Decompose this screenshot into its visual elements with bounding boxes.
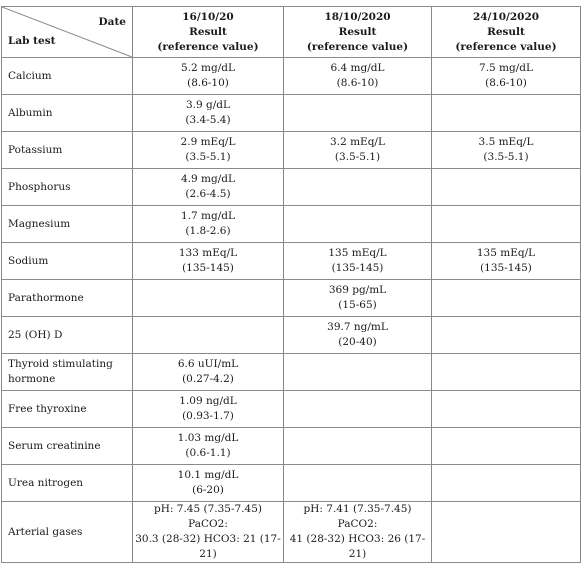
result-value: pH: 7.45 (7.35-7.45) PaCO2: bbox=[154, 503, 262, 530]
table-row bbox=[2, 354, 581, 391]
table-row bbox=[2, 95, 581, 132]
lab-test-name: Sodium bbox=[8, 254, 49, 267]
result-cell-date-2 bbox=[284, 58, 432, 95]
result-cell-date-1 bbox=[133, 317, 284, 354]
table-row bbox=[2, 502, 581, 563]
column-date: 16/10/20 bbox=[182, 10, 234, 23]
result-value: 5.2 mg/dL bbox=[181, 62, 235, 74]
lab-test-name: Parathormone bbox=[8, 291, 84, 304]
table-row bbox=[2, 391, 581, 428]
reference-range: (135-145) bbox=[331, 262, 384, 274]
result-value: 6.4 mg/dL bbox=[330, 62, 385, 74]
table-row bbox=[2, 132, 581, 169]
result-value: 1.09 ng/dL bbox=[179, 395, 237, 407]
lab-test-name-cell bbox=[2, 354, 133, 391]
lab-results-table bbox=[1, 6, 581, 563]
lab-test-name: Magnesium bbox=[8, 217, 71, 230]
lab-test-name-cell bbox=[2, 243, 133, 280]
result-cell-date-1 bbox=[133, 428, 284, 465]
result-cell-date-3 bbox=[432, 95, 581, 132]
result-cell-date-2 bbox=[284, 169, 432, 206]
result-value: 1.03 mg/dL bbox=[177, 432, 239, 444]
lab-test-name: Arterial gases bbox=[8, 525, 83, 538]
reference-range: (15-65) bbox=[338, 299, 377, 311]
result-value: 3.5 mEq/L bbox=[478, 136, 534, 148]
result-value: 6.6 uUI/mL bbox=[177, 358, 239, 370]
lab-test-name: Serum creatinine bbox=[8, 439, 101, 452]
result-cell-date-2 bbox=[284, 428, 432, 465]
result-cell-date-3 bbox=[432, 132, 581, 169]
lab-test-name: 25 (OH) D bbox=[8, 328, 63, 341]
table-row bbox=[2, 317, 581, 354]
table-row bbox=[2, 206, 581, 243]
lab-test-name: Thyroid stimulating bbox=[8, 358, 113, 370]
column-result-label: Result bbox=[338, 25, 377, 38]
reference-range: (3.5-5.1) bbox=[334, 151, 381, 163]
result-cell-date-1 bbox=[133, 169, 284, 206]
result-cell-date-3 bbox=[432, 391, 581, 428]
reference-range: 41 (28-32) HCO3: 26 (17-21) bbox=[289, 533, 426, 560]
lab-test-name: Calcium bbox=[8, 69, 52, 82]
lab-test-name-cell bbox=[2, 132, 133, 169]
result-cell-date-1 bbox=[133, 354, 284, 391]
result-cell-date-3 bbox=[432, 206, 581, 243]
result-value: 3.2 mEq/L bbox=[330, 136, 385, 148]
reference-range: (0.27-4.2) bbox=[182, 373, 234, 385]
lab-test-name-cell bbox=[2, 58, 133, 95]
result-cell-date-1 bbox=[133, 391, 284, 428]
result-cell-date-3 bbox=[432, 58, 581, 95]
result-value: 135 mEq/L bbox=[328, 247, 387, 259]
reference-range: (135-145) bbox=[480, 262, 532, 274]
table-row bbox=[2, 243, 581, 280]
table-body bbox=[2, 58, 581, 563]
result-cell-date-1 bbox=[133, 132, 284, 169]
lab-test-name: Potassium bbox=[8, 143, 63, 156]
result-cell-date-1 bbox=[133, 280, 284, 317]
column-header-date-1 bbox=[133, 7, 284, 58]
lab-test-name-cell bbox=[2, 169, 133, 206]
lab-test-name: hormone bbox=[8, 373, 56, 385]
lab-test-header-label: Lab test bbox=[8, 35, 56, 47]
result-cell-date-2 bbox=[284, 95, 432, 132]
result-cell-date-2 bbox=[284, 502, 432, 563]
lab-test-name: Free thyroxine bbox=[8, 402, 87, 415]
result-value: 369 pg/mL bbox=[328, 284, 387, 296]
lab-test-name-cell bbox=[2, 428, 133, 465]
result-cell-date-3 bbox=[432, 317, 581, 354]
result-cell-date-3 bbox=[432, 280, 581, 317]
column-date: 18/10/2020 bbox=[324, 10, 391, 23]
result-cell-date-3 bbox=[432, 169, 581, 206]
result-value: 7.5 mg/dL bbox=[479, 62, 533, 74]
result-cell-date-1 bbox=[133, 502, 284, 563]
column-header-date-3 bbox=[432, 7, 581, 58]
column-date: 24/10/2020 bbox=[472, 10, 540, 23]
reference-range: (1.8-2.6) bbox=[185, 225, 231, 237]
table-row bbox=[2, 428, 581, 465]
reference-range: (2.6-4.5) bbox=[185, 188, 231, 200]
result-cell-date-2 bbox=[284, 465, 432, 502]
lab-test-name-cell bbox=[2, 391, 133, 428]
result-cell-date-1 bbox=[133, 243, 284, 280]
result-cell-date-2 bbox=[284, 243, 432, 280]
result-value: 133 mEq/L bbox=[178, 247, 238, 259]
result-cell-date-2 bbox=[284, 391, 432, 428]
reference-range: 30.3 (28-32) HCO3: 21 (17-21) bbox=[135, 533, 281, 560]
table-row bbox=[2, 280, 581, 317]
result-cell-date-3 bbox=[432, 243, 581, 280]
table-row bbox=[2, 58, 581, 95]
lab-test-name: Urea nitrogen bbox=[8, 476, 84, 489]
lab-test-name-cell bbox=[2, 95, 133, 132]
result-cell-date-3 bbox=[432, 502, 581, 563]
column-header-date-2 bbox=[284, 7, 432, 58]
column-reference-label: (reference value) bbox=[157, 40, 259, 53]
table-row bbox=[2, 169, 581, 206]
lab-test-name-cell bbox=[2, 280, 133, 317]
reference-range: (3.5-5.1) bbox=[185, 151, 231, 163]
reference-range: (6-20) bbox=[192, 484, 224, 496]
result-cell-date-1 bbox=[133, 206, 284, 243]
lab-test-name-cell bbox=[2, 206, 133, 243]
reference-range: (8.6-10) bbox=[187, 77, 229, 89]
result-cell-date-2 bbox=[284, 354, 432, 391]
result-value: 4.9 mg/dL bbox=[181, 173, 235, 185]
lab-test-name-cell bbox=[2, 317, 133, 354]
result-value: 39.7 ng/mL bbox=[327, 321, 388, 333]
result-cell-date-1 bbox=[133, 58, 284, 95]
result-value: 10.1 mg/dL bbox=[177, 469, 239, 481]
column-reference-label: (reference value) bbox=[455, 40, 557, 53]
result-cell-date-3 bbox=[432, 465, 581, 502]
reference-range: (0.93-1.7) bbox=[182, 410, 234, 422]
lab-test-name-cell bbox=[2, 502, 133, 563]
reference-range: (3.4-5.4) bbox=[185, 114, 231, 126]
corner-header-cell bbox=[2, 7, 133, 58]
result-value: 3.9 g/dL bbox=[186, 99, 230, 111]
result-cell-date-2 bbox=[284, 280, 432, 317]
reference-range: (20-40) bbox=[338, 336, 377, 348]
result-cell-date-2 bbox=[284, 206, 432, 243]
reference-range: (3.5-5.1) bbox=[483, 151, 529, 163]
column-reference-label: (reference value) bbox=[306, 40, 409, 53]
reference-range: (8.6-10) bbox=[336, 77, 379, 89]
result-value: 1.7 mg/dL bbox=[181, 210, 235, 222]
result-value: 2.9 mEq/L bbox=[180, 136, 236, 148]
result-cell-date-3 bbox=[432, 428, 581, 465]
result-cell-date-1 bbox=[133, 465, 284, 502]
reference-range: (0.6-1.1) bbox=[185, 447, 231, 459]
date-header-label: Date bbox=[98, 16, 126, 28]
reference-range: (135-145) bbox=[182, 262, 234, 274]
table-header-row bbox=[2, 7, 581, 58]
result-value: 135 mEq/L bbox=[476, 247, 536, 259]
lab-test-name: Albumin bbox=[8, 106, 53, 119]
column-result-label: Result bbox=[487, 25, 525, 38]
result-cell-date-1 bbox=[133, 95, 284, 132]
lab-test-name-cell bbox=[2, 465, 133, 502]
reference-range: (8.6-10) bbox=[485, 77, 527, 89]
lab-test-name: Phosphorus bbox=[8, 180, 71, 193]
result-cell-date-2 bbox=[284, 317, 432, 354]
result-cell-date-2 bbox=[284, 132, 432, 169]
result-cell-date-3 bbox=[432, 354, 581, 391]
result-value: pH: 7.41 (7.35-7.45) PaCO2: bbox=[303, 503, 412, 530]
table-row bbox=[2, 465, 581, 502]
column-result-label: Result bbox=[189, 25, 227, 38]
